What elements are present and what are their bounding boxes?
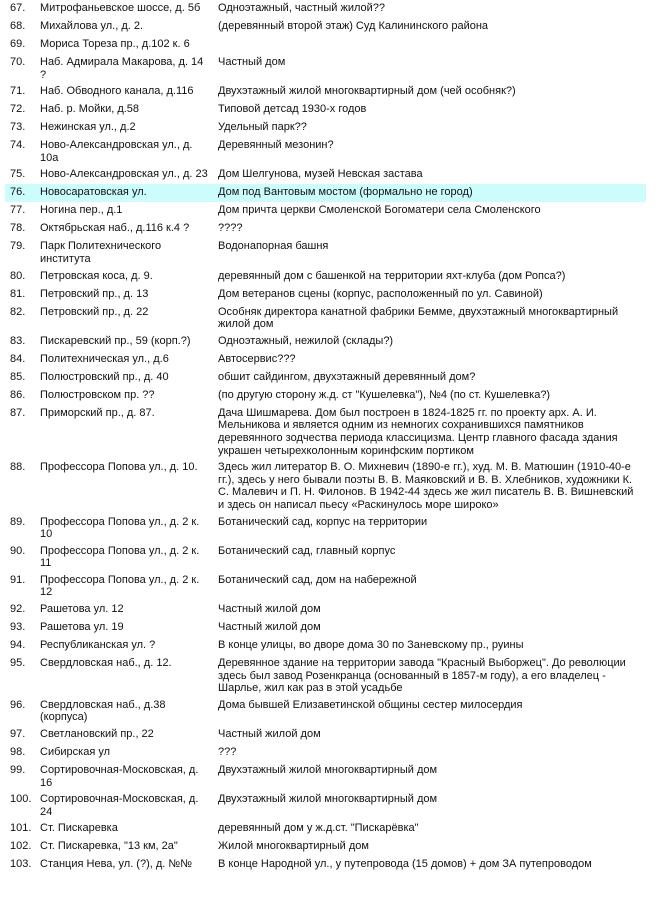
row-number: 81. bbox=[10, 287, 26, 300]
list-row bbox=[5, 18, 646, 36]
list-row bbox=[5, 0, 646, 18]
row-description: Деревянный мезонин? bbox=[218, 139, 334, 152]
row-description: Водонапорная башня bbox=[218, 240, 329, 253]
row-number: 71. bbox=[10, 85, 26, 98]
row-address: Приморский пр., д. 87. bbox=[40, 406, 155, 419]
row-address: Станция Нева, ул. (?), д. №№ bbox=[40, 858, 192, 871]
row-address: Михайлова ул., д. 2. bbox=[40, 20, 144, 32]
row-number: 97. bbox=[10, 728, 26, 741]
row-address: Нежинская ул., д.2 bbox=[40, 121, 136, 134]
row-address: Ст. Пискаревка bbox=[40, 822, 118, 835]
list-row bbox=[5, 286, 646, 304]
row-address: Профессора Попова ул., д. 2 к. 11 bbox=[40, 544, 200, 570]
row-description: Двухэтажный жилой многоквартирный дом bbox=[218, 793, 438, 806]
row-number: 96. bbox=[10, 698, 26, 711]
row-description: Здесь жил литератор В. О. Михневич (1890-е гг.), худ. М. В. Матюшин (1910-40-е гг.), здесь у него бывали поэты В. В. Маяковский и В. В. Хлебников, художники К. С. Малевич и П. Н. Филонов. В 1942-44 здесь же жил писатель В. В. Вишневский и здесь он написал пьесу «Раскинулось море широко» bbox=[218, 461, 634, 511]
row-address: Сибирская ул bbox=[40, 746, 111, 759]
row-address: Профессора Попова ул., д. 2 к. 12 bbox=[40, 573, 200, 599]
row-number: 98. bbox=[10, 746, 26, 759]
row-description: Одноэтажный, частный жилой?? bbox=[218, 2, 386, 14]
row-number: 72. bbox=[10, 103, 26, 116]
row-address: Рашетова ул. 12 bbox=[40, 603, 124, 616]
list-row bbox=[5, 838, 646, 856]
list-row bbox=[5, 268, 646, 286]
row-description: Ботанический сад, главный корпус bbox=[218, 544, 396, 557]
row-number: 69. bbox=[10, 38, 26, 50]
row-description: Особняк директора канатной фабрики Бемме, двухэтажный многоквартирный жилой дом bbox=[218, 305, 619, 331]
list-row bbox=[5, 601, 646, 619]
row-number: 67. bbox=[10, 2, 26, 14]
list-row bbox=[5, 762, 646, 791]
row-address: Республиканская ул. ? bbox=[40, 639, 156, 652]
row-number: 90. bbox=[10, 544, 26, 557]
row-address: Парк Политехнического института bbox=[40, 240, 162, 265]
list-row bbox=[5, 54, 646, 83]
row-description: Типовой детсад 1930-х годов bbox=[218, 103, 367, 116]
row-number: 85. bbox=[10, 370, 26, 383]
row-description: Одноэтажный, нежилой (склады?) bbox=[218, 334, 394, 347]
list-row bbox=[5, 744, 646, 762]
list-row bbox=[5, 238, 646, 267]
list-row bbox=[5, 572, 646, 601]
row-description: Частный жилой дом bbox=[218, 603, 321, 616]
row-address: Полюстровском пр. ?? bbox=[40, 388, 155, 401]
row-address: Ст. Пискаревка, "13 км, 2а" bbox=[40, 840, 178, 853]
row-number: 89. bbox=[10, 515, 26, 528]
row-description: (по другую сторону ж.д. ст "Кушелевка"), №4 (по ст. Кушелевка?) bbox=[218, 388, 551, 401]
row-address: Политехническая ул., д.6 bbox=[40, 352, 169, 365]
row-number: 101. bbox=[10, 822, 32, 835]
row-address: Полюстровский пр., д. 40 bbox=[40, 370, 169, 383]
row-number: 91. bbox=[10, 573, 26, 586]
list-row bbox=[5, 304, 646, 333]
row-address: Рашетова ул. 19 bbox=[40, 621, 124, 634]
row-number: 88. bbox=[10, 461, 26, 474]
list-row-highlighted bbox=[5, 184, 646, 202]
row-address: Свердловская наб., д.38 (корпуса) bbox=[40, 698, 166, 724]
list-row bbox=[5, 119, 646, 137]
row-number: 78. bbox=[10, 222, 26, 235]
list-row bbox=[5, 36, 646, 54]
list-row bbox=[5, 791, 646, 820]
row-description: Жилой многоквартирный дом bbox=[218, 840, 369, 853]
row-number: 86. bbox=[10, 388, 26, 401]
list-row bbox=[5, 697, 646, 726]
list-row bbox=[5, 137, 646, 166]
row-number: 68. bbox=[10, 20, 26, 32]
list-row bbox=[5, 369, 646, 387]
row-description: Автосервис??? bbox=[218, 352, 296, 365]
list-row bbox=[5, 166, 646, 184]
row-number: 82. bbox=[10, 305, 26, 318]
row-number: 95. bbox=[10, 657, 26, 670]
row-address: Митрофаньевское шоссе, д. 5б bbox=[40, 2, 201, 14]
row-number: 75. bbox=[10, 168, 26, 181]
row-description: Частный жилой дом bbox=[218, 728, 321, 741]
list-row bbox=[5, 101, 646, 119]
list-row bbox=[5, 820, 646, 838]
row-description: обшит сайдингом, двухэтажный деревянный дом? bbox=[218, 370, 476, 383]
row-number: 73. bbox=[10, 121, 26, 134]
row-address: Профессора Попова ул., д. 2 к. 10 bbox=[40, 515, 200, 541]
row-address: Наб. р. Мойки, д.58 bbox=[40, 103, 140, 116]
row-description: В конце улицы, во дворе дома 30 по Заневскому пр., руины bbox=[218, 639, 524, 652]
row-address: Сортировочная-Московская, д. 16 bbox=[40, 764, 199, 789]
row-number: 80. bbox=[10, 269, 26, 282]
row-description: Дом причта церкви Смоленской Богоматери села Смоленского bbox=[218, 204, 541, 217]
row-number: 79. bbox=[10, 240, 26, 253]
row-number: 70. bbox=[10, 56, 26, 68]
row-description: Двухэтажный жилой многоквартирный дом bbox=[218, 764, 438, 777]
row-address: Петровская коса, д. 9. bbox=[40, 269, 153, 282]
list-row bbox=[5, 726, 646, 744]
row-address: Октябрьская наб., д.116 к.4 ? bbox=[40, 222, 190, 235]
row-description: Дача Шишмарева. Дом был построен в 1824-1825 гг. по проекту арх. А. И. Мельникова и является одним из немногих сохранившихся памятников деревянного зодчества периода классицизма. Центр главного фасада здания украшен четырехколонным коринфским портиком bbox=[218, 406, 618, 457]
row-address: Наб. Обводного канала, д.116 bbox=[40, 85, 194, 98]
row-address: Сортировочная-Московская, д. 24 bbox=[40, 793, 199, 818]
list-row bbox=[5, 351, 646, 369]
row-number: 102. bbox=[10, 840, 32, 853]
row-description: Двухэтажный жилой многоквартирный дом (чей особняк?) bbox=[218, 85, 516, 98]
row-number: 84. bbox=[10, 352, 26, 365]
row-number: 103. bbox=[10, 858, 32, 871]
row-description: (деревянный второй этаж) Суд Калининского района bbox=[218, 20, 489, 32]
row-number: 93. bbox=[10, 621, 26, 634]
row-address: Пискаревский пр., 59 (корп.?) bbox=[40, 334, 191, 347]
row-number: 83. bbox=[10, 334, 26, 347]
row-description: Ботанический сад, дом на набережной bbox=[218, 573, 417, 586]
row-description: Дома бывшей Елизаветинской общины сестер милосердия bbox=[218, 698, 523, 711]
row-number: 99. bbox=[10, 764, 26, 777]
row-address: Петровский пр., д. 22 bbox=[40, 305, 149, 318]
list-row bbox=[5, 459, 646, 513]
row-number: 77. bbox=[10, 204, 26, 217]
list-row bbox=[5, 83, 646, 101]
row-description: деревянный дом у ж.д.ст. "Пискарёвка" bbox=[218, 822, 419, 835]
row-address: Мориса Тореза пр., д.102 к. 6 bbox=[40, 38, 190, 50]
row-description: Дом ветеранов сцены (корпус, расположенный по ул. Савиной) bbox=[218, 287, 543, 300]
row-address: Новосаратовская ул. bbox=[40, 186, 147, 199]
row-number: 94. bbox=[10, 639, 26, 652]
row-number: 76. bbox=[10, 186, 26, 199]
list-row bbox=[5, 514, 646, 543]
row-description: Деревянное здание на территории завода "Красный Выборжец". До революции здесь был завод Розенкранца (основанный в 1857-м году), а его владелец - Шарлье, жил как раз в этой усадьбе bbox=[218, 657, 626, 695]
list-row bbox=[5, 856, 646, 874]
row-address: Петровский пр., д. 13 bbox=[40, 287, 149, 300]
list-row bbox=[5, 619, 646, 637]
list-row bbox=[5, 202, 646, 220]
row-description: ??? bbox=[218, 746, 237, 759]
list-row bbox=[5, 655, 646, 697]
list-row bbox=[5, 543, 646, 572]
list-row bbox=[5, 405, 646, 459]
row-description: Частный жилой дом bbox=[218, 621, 321, 634]
row-address: Ново-Александровская ул., д. 10а bbox=[40, 139, 193, 164]
row-description: Дом под Вантовым мостом (формально не город) bbox=[218, 186, 473, 199]
row-number: 92. bbox=[10, 603, 26, 616]
row-address: Профессора Попова ул., д. 10. bbox=[40, 461, 198, 474]
row-description: Ботанический сад, корпус на территории bbox=[218, 515, 428, 528]
row-address: Ново-Александровская ул., д. 23 bbox=[40, 168, 208, 181]
row-description: деревянный дом с башенкой на территории яхт-клуба (дом Ропса?) bbox=[218, 269, 566, 282]
row-number: 74. bbox=[10, 139, 26, 152]
list-row bbox=[5, 220, 646, 238]
row-description: ???? bbox=[218, 222, 243, 235]
row-description: Удельный парк?? bbox=[218, 121, 307, 134]
row-description: В конце Народной ул., у путепровода (15 домов) + дом ЗА путепроводом bbox=[218, 858, 592, 871]
list-row bbox=[5, 637, 646, 655]
row-number: 100. bbox=[10, 793, 32, 806]
row-address: Наб. Адмирала Макарова, д. 14 ? bbox=[40, 56, 204, 81]
row-address: Свердловская наб., д. 12. bbox=[40, 657, 172, 670]
row-description: Дом Шелгунова, музей Невская застава bbox=[218, 168, 423, 181]
list-row bbox=[5, 333, 646, 351]
row-address: Ногина пер., д.1 bbox=[40, 204, 123, 217]
row-address: Светлановский пр., 22 bbox=[40, 728, 154, 741]
row-description: Частный дом bbox=[218, 56, 286, 68]
row-number: 87. bbox=[10, 406, 26, 419]
list-row bbox=[5, 387, 646, 405]
